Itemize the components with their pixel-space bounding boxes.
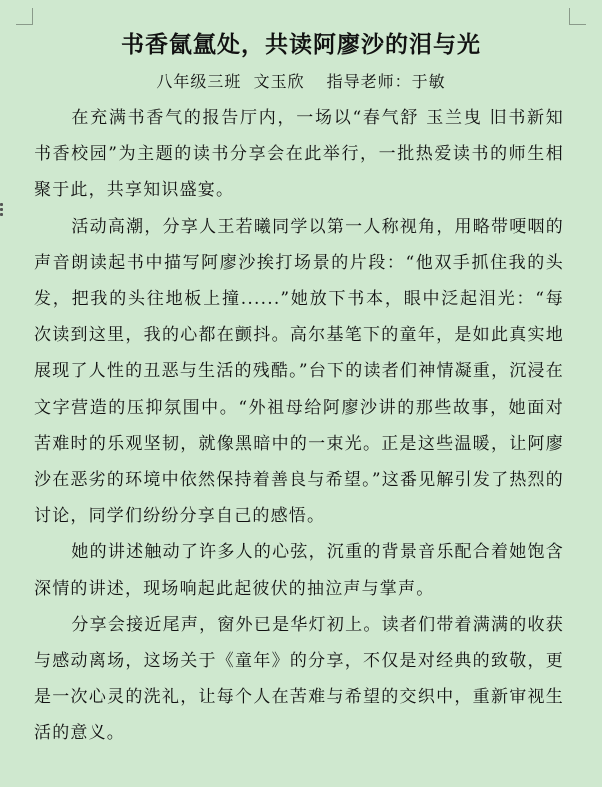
document-body bbox=[34, 100, 564, 752]
margin-corner-top-right bbox=[569, 8, 586, 25]
advisor-line: 指导老师：于敏 bbox=[326, 72, 446, 91]
byline bbox=[0, 69, 602, 92]
document-title: 书香氤氲处，共读阿廖沙的泪与光 bbox=[121, 32, 481, 58]
paragraph-1: 在充满书香气的报告厅内，一场以“春气舒 玉兰曳 旧书新知 书香校园”为主题的读书分享会在此举行，一批热爱读书的师生相聚于此，共享知识盛宴。 bbox=[34, 108, 564, 201]
paragraph-drag-handle-icon[interactable] bbox=[0, 203, 4, 217]
paragraph-3: 她的讲述触动了许多人的心弦，沉重的背景音乐配合着她饱含深情的讲述，现场响起此起彼伏的抽泣声与掌声。 bbox=[34, 542, 564, 599]
paragraph-2: 活动高潮，分享人王若曦同学以第一人称视角，用略带哽咽的声音朗读起书中描写阿廖沙挨打场景的片段：“他双手抓住我的头发，把我的头往地板上撞......”她放下书本，眼中泛起泪光：“每次读到这里，我的心都在颤抖。高尔基笔下的童年，是如此真实地展现了人性的丑恶与生活的残酷。”台下的读者们神情凝重，沉浸在文字营造的压抑氛围中。“外祖母给阿廖沙讲的那些故事，她面对苦难时的乐观坚韧，就像黑暗中的一束光。正是这些温暖，让阿廖沙在恶劣的环境中依然保持着善良与希望。”这番见解引发了热烈的讨论，同学们纷纷分享自己的感悟。 bbox=[34, 216, 564, 527]
margin-corner-top-left bbox=[16, 8, 33, 25]
paragraph-4: 分享会接近尾声，窗外已是华灯初上。读者们带着满满的收获与感动离场，这场关于《童年》的分享，不仅是对经典的致敬，更是一次心灵的洗礼，让每个人在苦难与希望的交织中，重新审视生活的意义。 bbox=[34, 614, 564, 744]
author-line: 八年级三班 文玉欣 bbox=[156, 72, 305, 91]
